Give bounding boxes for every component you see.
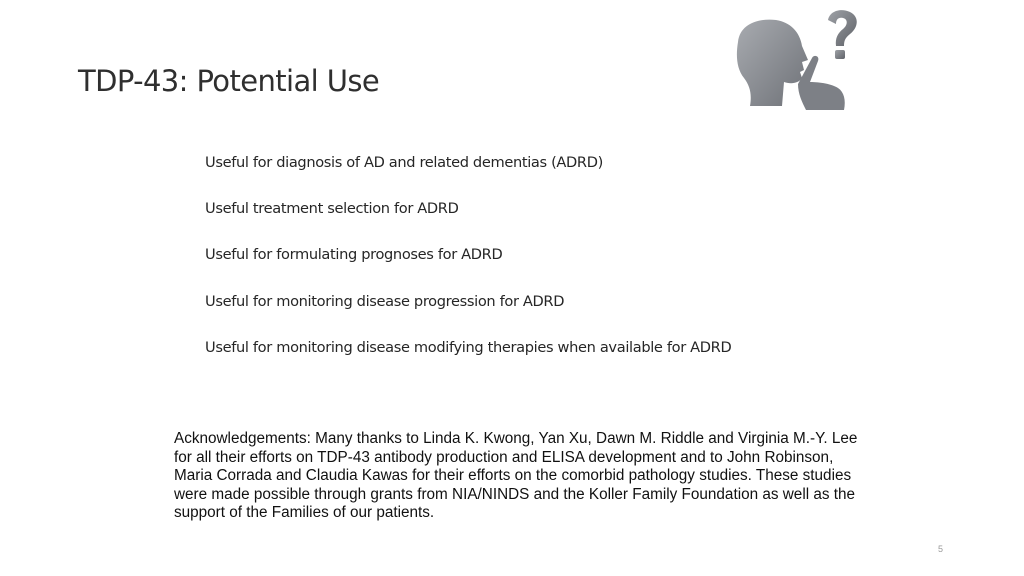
slide-title: TDP-43: Potential Use	[78, 64, 380, 98]
bullet-item: Useful for diagnosis of AD and related dementias (ADRD)	[205, 154, 603, 171]
bullet-item: Useful for monitoring disease progression for ADRD	[205, 292, 565, 310]
bullet-list	[205, 152, 731, 383]
bullet-item: Useful for monitoring disease modifying therapies when available for ADRD	[205, 338, 732, 356]
acknowledgements-text: Acknowledgements: Many thanks to Linda K. Kwong, Yan Xu, Dawn M. Riddle and Virginia M.-Y. Lee for all their efforts on TDP-43 antibody production and ELISA development and to John Robinson, Maria Corrada and Claudia Kawas for their efforts on the comorbid pathology studies. These studies were made possible through grants from NIA/NINDS and the Koller Family Foundation as well as the support of the Families of our patients.	[174, 430, 858, 521]
page-number: 5	[938, 544, 944, 554]
thinking-person-question-icon	[728, 6, 864, 110]
bullet-item: Useful for formulating prognoses for ADRD	[205, 246, 503, 264]
bullet-item: Useful treatment selection for ADRD	[205, 200, 459, 218]
